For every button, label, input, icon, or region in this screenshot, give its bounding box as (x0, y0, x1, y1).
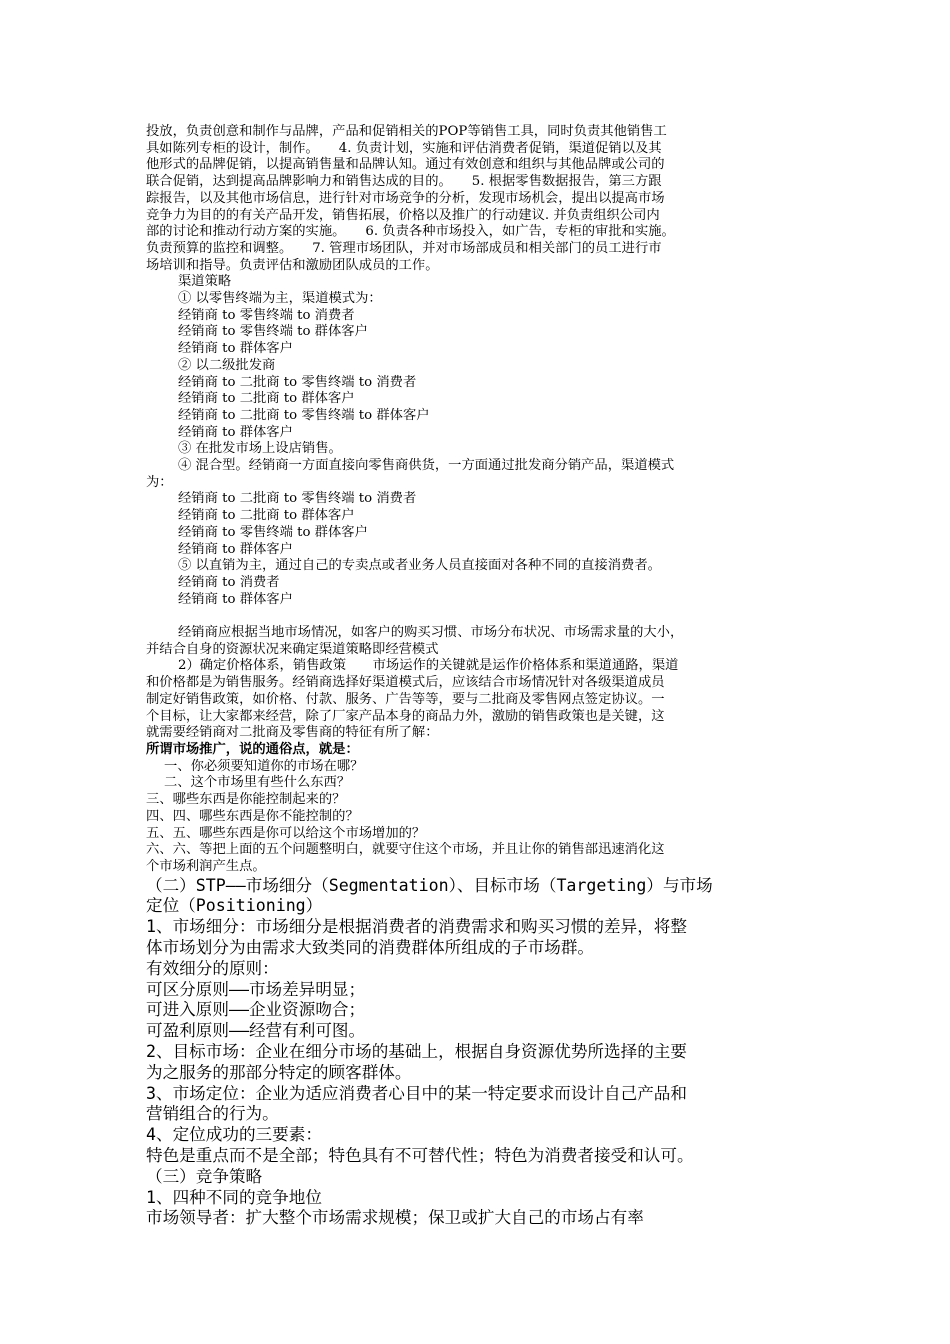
question-line: 四、四、哪些东西是你不能控制的？ (146, 808, 359, 824)
text-line: 并结合自身的资源状况来确定渠道策略即经营模式 (146, 641, 439, 657)
text-line: 1、四种不同的竞争地位 (146, 1187, 322, 1207)
text-line: 特色是重点而不是全部；特色具有不可替代性；特色为消费者接受和认可。 (146, 1145, 694, 1165)
blank-line (146, 608, 810, 625)
section-heading: 渠道策略 (178, 274, 232, 290)
text-line: 市场领导者：扩大整个市场需求规模；保卫或扩大自己的市场占有率 (146, 1208, 644, 1228)
text-line: 具如陈列专柜的设计，制作。 4. 负责计划，实施和评估消费者促销，渠道促销以及其 (146, 140, 662, 156)
text-line: 为之服务的那部分特定的顾客群体。 (146, 1062, 412, 1082)
text-line: 可进入原则——企业资源吻合； (146, 1000, 366, 1020)
text-line: 可盈利原则——经营有利可图。 (146, 1021, 366, 1041)
channel-line: 经销商 to 零售终端 to 群体客户 (178, 324, 368, 340)
text-line: 经销商应根据当地市场情况，如客户的购买习惯、市场分布状况、市场需求量的大小， (178, 625, 684, 641)
channel-line: 经销商 to 消费者 (178, 574, 280, 590)
text-line: 有效细分的原则： (146, 958, 279, 978)
mode-title: ③ 在批发市场上设店销售。 (178, 441, 342, 457)
section-heading: 所谓市场推广，说的通俗点，就是： (146, 742, 359, 757)
text-line: 体市场划分为由需求大致类同的消费群体所组成的子市场群。 (146, 938, 595, 958)
question-line: 一、你必须要知道你的市场在哪？ (164, 758, 364, 774)
text-line: 4、定位成功的三要素： (146, 1125, 322, 1145)
section-heading: （二）STP——市场细分（Segmentation）、目标市场（Targeting）与市场 (146, 875, 713, 895)
text-line: 可区分原则——市场差异明显； (146, 979, 366, 999)
channel-line: 经销商 to 二批商 to 零售终端 to 消费者 (178, 374, 417, 390)
mode-title: ② 以二级批发商 (178, 357, 276, 373)
text-line: 3、市场定位：企业为适应消费者心目中的某一特定要求而设计自己产品和 (146, 1083, 687, 1103)
price-paragraph (146, 658, 810, 742)
text-line: 他形式的品牌促销，以提高销售量和品牌认知。通过有效创意和组织与其他品牌或公司的 (146, 157, 665, 173)
channel-strategy-section (146, 274, 810, 608)
text-line: 就需要经销商对二批商及零售商的特征有所了解： (146, 725, 439, 741)
text-line: 投放，负责创意和制作与品牌，产品和促销相关的POP等销售工具，同时负责其他销售工 (146, 124, 667, 139)
question-line: 二、这个市场里有些什么东西？ (164, 775, 351, 791)
text-line: 竞争力为目的的有关产品开发，销售拓展，价格以及推广的行动建议. 并负责组织公司内 (146, 207, 660, 223)
text-line: 场培训和指导。负责评估和激励团队成员的工作。 (146, 257, 439, 273)
mode-title-continued: 为： (146, 474, 173, 490)
text-line: 营销组合的行为。 (146, 1104, 279, 1124)
channel-line: 经销商 to 群体客户 (178, 341, 293, 357)
channel-line: 经销商 to 零售终端 to 消费者 (178, 307, 355, 323)
text-line: 2、目标市场：企业在细分市场的基础上，根据自身资源优势所选择的主要 (146, 1042, 687, 1061)
text-line: 部的讨论和推动行动方案的实施。 6. 负责各种市场投入，如广告，专柜的审批和实施。 (146, 224, 675, 240)
text-line: 个目标，让大家都来经营，除了厂家产品本身的商品力外，激励的销售政策也是关键，这 (146, 708, 665, 724)
section-heading: （三）竞争策略 (146, 1166, 263, 1186)
mode-title: ④ 混合型。经销商一方面直接向零售商供货，一方面通过批发商分销产品，渠道模式 (178, 458, 675, 474)
text-line: 2）确定价格体系，销售政策 市场运作的关键就是运作价格体系和渠道通路，渠道 (178, 658, 679, 674)
channel-line: 经销商 to 二批商 to 群体客户 (178, 508, 355, 524)
question-line: 个市场利润产生点。 (146, 858, 266, 874)
text-line: 1、市场细分：市场细分是根据消费者的消费需求和购买习惯的差异，将整 (146, 917, 687, 937)
mode-title: ① 以零售终端为主，渠道模式为： (178, 291, 382, 307)
intro-paragraph (146, 124, 810, 274)
dealer-paragraph (146, 625, 810, 658)
mode-title: ⑤ 以直销为主，通过自己的专卖点或者业务人员直接面对各种不同的直接消费者。 (178, 558, 661, 574)
question-line: 六、六、等把上面的五个问题整明白，就要守住这个市场，并且让你的销售部迅速消化这 (146, 842, 665, 858)
question-line: 三、哪些东西是你能控制起来的？ (146, 792, 346, 808)
stp-section (146, 876, 810, 1230)
channel-line: 经销商 to 零售终端 to 群体客户 (178, 524, 368, 540)
channel-line: 经销商 to 群体客户 (178, 424, 293, 440)
text-line: 定位（Positioning） (146, 896, 323, 916)
channel-line: 经销商 to 群体客户 (178, 541, 293, 557)
channel-line: 经销商 to 二批商 to 零售终端 to 消费者 (178, 491, 417, 507)
market-promotion-section (146, 742, 810, 876)
channel-line: 经销商 to 二批商 to 群体客户 (178, 391, 355, 407)
text-line: 负责预算的监控和调整。 7. 管理市场团队，并对市场部成员和相关部门的员工进行市 (146, 240, 662, 256)
channel-line: 经销商 to 二批商 to 零售终端 to 群体客户 (178, 407, 430, 423)
text-line: 制定好销售政策，如价格、付款、服务、广告等等，要与二批商及零售网点签定协议。一 (146, 691, 665, 707)
text-line: 和价格都是为销售服务。经销商选择好渠道模式后，应该结合市场情况针对各级渠道成员 (146, 675, 665, 691)
text-line: 联合促销，达到提高品牌影响力和销售达成的目的。 5. 根据零售数据报告，第三方跟 (146, 174, 662, 190)
document-page (146, 124, 810, 1229)
text-line: 踪报告，以及其他市场信息，进行针对市场竞争的分析，发现市场机会，提出以提高市场 (146, 190, 665, 206)
channel-line: 经销商 to 群体客户 (178, 591, 293, 607)
question-line: 五、五、哪些东西是你可以给这个市场增加的？ (146, 825, 426, 841)
